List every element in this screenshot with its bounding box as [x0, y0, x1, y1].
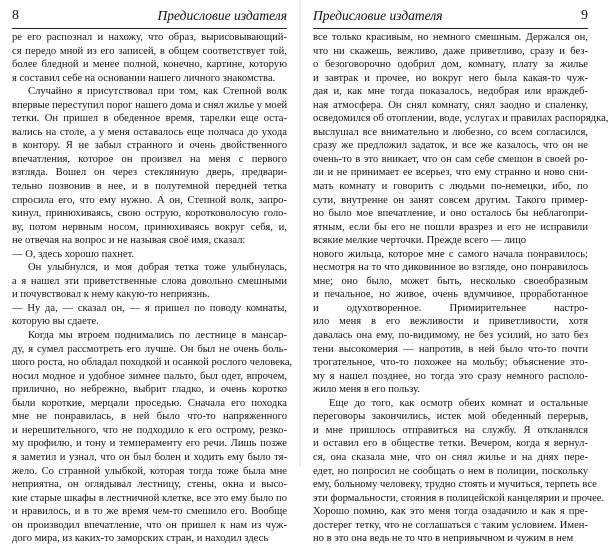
text-line: ся, она сказала мне, что он снял жилье и на днях пере- [313, 451, 588, 463]
text-line: взгляда. Вошел он через стеклянную дверь, предвари- [12, 167, 287, 179]
text-line: ду, я сумел рассмотреть его лучше. Он был не очень боль- [12, 343, 287, 355]
text-line: тельно позвонив в нее, и в полутемной передней тетка [12, 181, 287, 193]
text-line: я составил себе на основании нашего личного знакомства. [12, 72, 276, 84]
text-line: что ни скажешь, вежливо, даже приветливо, сразу и без- [313, 45, 588, 57]
text-line: я заметил и узнал, что он был болен и ходить ему было тя- [12, 451, 287, 463]
text-line: едет, но попросил не сообщать о нем в полиции, поскольку [313, 465, 588, 477]
left-page-number: 8 [12, 8, 19, 23]
text-line: а я нашел эти приветственные слова довольно смешными [12, 275, 287, 287]
left-page-header [12, 6, 287, 28]
text-line: нового жильца, которое мне с самого начала понравилось; [313, 248, 588, 260]
text-line: трогательное, что-то похожее на мольбу; объяснение это- [313, 357, 588, 369]
text-line: мне; оно было, может быть, несколько своеобразным [313, 275, 588, 287]
text-line: переговоры закончились, истек мой обеденный перерыв, [313, 411, 588, 423]
right-running-title: Предисловие издателя [313, 8, 443, 23]
text-line: но было мое впечатление, и оно осталось бы неблагопри- [313, 208, 588, 220]
text-line: дого мира, из каких-то заморских стран, и находил здесь [12, 533, 269, 545]
text-line: дая и, как мне тогда показалось, недобрая или враждеб- [313, 86, 588, 98]
text-line: и оставил его в обществе тетки. Вечером, когда я вернул- [313, 438, 588, 450]
text-line: прилично, но небрежно, выбрит гладко, и очень коротко [12, 384, 287, 396]
text-line: ятным, если бы его не пошли вразрез и его не исправили [313, 221, 588, 233]
text-line: сути, внутренне он занят совсем другим. Такого пример- [313, 194, 588, 206]
text-line: му профилю, и тону и темпераменту его речи. Лишь позже [12, 438, 287, 450]
left-page [12, 0, 293, 545]
text-line: и печальное, но живое, очень вдумчивое, проработанное [313, 289, 588, 301]
text-line: несмотря на то что диковинное во взгляде, оно понравилось [313, 262, 588, 274]
text-line: очень-то в это вникает, что он сам себе смешон в своей ро- [313, 153, 588, 165]
left-running-title: Предисловие издателя [157, 8, 287, 23]
right-page [313, 0, 608, 545]
right-page-header [313, 6, 588, 28]
book-gutter [299, 0, 301, 467]
text-line: Хорошо помню, как это меня тогда озадачило и как я пре- [313, 506, 588, 518]
text-line: ли и не принимает ее всерьез, что ему странно и ново сни- [313, 167, 588, 179]
text-line: — О, здесь хорошо пахнет. [12, 248, 135, 260]
text-line: Когда мы втроем поднимались по лестнице в мансар- [28, 330, 287, 342]
text-line: носил модное и удобное зимнее пальто, был одет, впрочем, [12, 370, 287, 382]
text-line: не отвечая на вопрос и не называя своё имя, сказал: [12, 235, 246, 247]
text-line: мне не понравилась, в ней было что-то напряженного [12, 411, 287, 423]
text-line: кинул, принюхиваясь, свою острую, коротковолосую голо- [12, 208, 287, 220]
text-line: вались на столе, а у меня оставалось еще полчаса до ухода [12, 126, 287, 138]
text-line: все только красивым, но немного смешным. Держался он, [313, 32, 588, 43]
text-line: мать комнату и говорить с людьми по-немецки, ибо, по [313, 181, 588, 193]
text-line: ило меня в его вежливости и приветливости, хотя [313, 316, 588, 328]
text-line: более бледной и менее полной, конечно, картине, которую [12, 59, 287, 71]
text-line: ву, потом нервным носом, принюхиваясь вокруг себя, и, [12, 221, 287, 233]
text-line: он производил впечатление, что он пришел к нам из чуж- [12, 519, 287, 531]
right-page-text [313, 31, 608, 546]
text-line: — Ну да, — сказал он, — я пришел по поводу комнаты, [12, 302, 287, 314]
text-line: спросила его, что ему нужно. А он, Степной волк, запро- [12, 194, 287, 206]
text-line: шого роста, но обладал походкой и осанкой рослого человека, [12, 357, 293, 369]
text-line: и нерешительного, что не подходило к его острому, резко- [12, 424, 287, 436]
right-header-rule [313, 28, 588, 29]
text-line: впечатления, которое он произвел на меня с первого [12, 153, 287, 165]
text-line: и нравилось, и в то же время чем-то смешило его. Вообще [12, 506, 287, 518]
text-line: Он улыбнулся, и моя добрая тетка тоже улыбнулась, [28, 262, 287, 274]
text-line: достерег тетку, что не соглашаться с таким условием. Имен- [313, 519, 588, 531]
text-line: неприятна, он оглядывал лестницу, стены, окна и высо- [12, 479, 287, 491]
text-line: ся передо мной из его записей, в общем соответствует той, [12, 45, 287, 57]
text-line: жило меня в его пользу. [313, 384, 420, 396]
text-line: и завтрак и прочее, но вокруг него была какая-то чуж- [313, 72, 588, 84]
text-line: сразу же предложил задаток, и все же казалось, что он не [313, 140, 588, 152]
text-line: о безоговорочно одобрил дом, комнату, плату за жилье [313, 59, 588, 71]
text-line: и одухотворенное. Примирительнее настро- [313, 302, 588, 314]
text-line: были короткие, мерцали проседью. Сначала его походка [12, 397, 287, 409]
text-line: ему, больному человеку, трудно стоять и мучиться, терпеть все [313, 479, 597, 491]
text-line: му я нашел позднее, но тогда это сразу немного располо- [313, 370, 588, 382]
text-line: кие старые шкафы в лестничной клетке, все это ему было по [12, 492, 287, 504]
text-line: выслушал все внимательно и любезно, со всем согласился, [313, 126, 588, 138]
text-line: но в это она ведь не то что в непривычном и чужим в нем [313, 533, 574, 545]
text-line: впервые переступил порог нашего дома и снял жилье у моей [12, 99, 288, 111]
left-header-rule [12, 28, 287, 29]
text-line: Случайно я присутствовал при том, как Степной волк [28, 86, 287, 98]
text-line: которую вы сдаете. [12, 316, 99, 328]
right-page-number: 9 [581, 8, 588, 23]
text-line: тени высокомерия — напротив, в ней было что-то почти [313, 343, 588, 355]
left-page-text [12, 31, 293, 546]
text-line: давалась она ему, по-видимому, не без усилий, но зато без [313, 330, 588, 342]
text-line: тетки. Он пришел в обеденное время, тарелки еще оста- [12, 113, 287, 125]
text-line: и почувствовал к нему какую-то неприязнь. [12, 289, 210, 301]
text-line: в контору. Я не забыл странного и очень двойственного [12, 140, 287, 152]
text-line: ная атмосфера. Он снял комнату, снял заодно и спаленку, [313, 99, 588, 111]
text-line: и мне пришлось отправиться на службу. Я откланялся [313, 424, 588, 436]
text-line: эти формальности, стояния в полицейской канцелярии и прочее. [313, 492, 605, 504]
text-line: ре его распознал и нахожу, что образ, вырисовывающий- [12, 32, 287, 43]
text-line: всякие мелкие черточки. Прежде всего — лицо [313, 235, 527, 247]
text-line: Еще до того, как осмотр обеих комнат и остальные [329, 397, 588, 409]
text-line: жело. Со странной улыбкой, которая тогда тоже была мне [12, 465, 287, 477]
text-line: осведомился об отоплении, воде, услугах и правилах распорядка, [313, 113, 608, 125]
